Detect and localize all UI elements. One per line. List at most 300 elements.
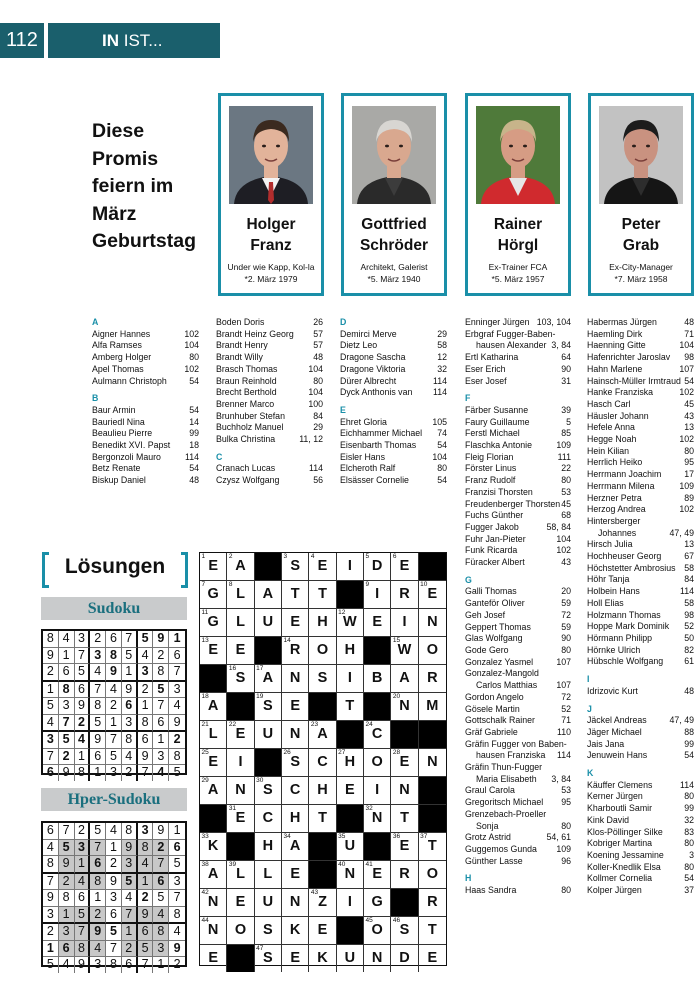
index-name: Brasch Thomas: [216, 363, 278, 374]
crossword-letter: I: [347, 558, 352, 574]
index-name: Kobriger Martina: [587, 838, 653, 849]
index-name: Herzog Andrea: [587, 504, 646, 515]
crossword-cell: [227, 581, 254, 609]
index-name: Hintersberger: [587, 515, 641, 526]
name-index-column: [465, 317, 571, 897]
clue-number: 41: [365, 861, 373, 868]
sudoku-cell: 6: [106, 631, 122, 648]
index-name: Fuchs Günther: [465, 510, 524, 521]
sudoku-cell: 3: [169, 682, 185, 699]
index-name: Grotz Astrid: [465, 832, 511, 843]
index-name: Brandt Heinz Georg: [216, 328, 294, 339]
index-page: 102: [679, 504, 694, 515]
index-name: Holl Elias: [587, 597, 624, 608]
loesungen-header: [42, 552, 188, 588]
index-name: Carlos Matthias: [476, 680, 538, 691]
index-entry: [465, 510, 571, 522]
index-entry: [465, 885, 571, 897]
crossword-letter: A: [207, 866, 219, 882]
crossword-block: [391, 721, 418, 749]
index-page: 95: [684, 457, 694, 468]
crossword-cell: [391, 665, 418, 693]
index-page: 22: [561, 463, 571, 474]
crossword-letter: E: [208, 754, 218, 770]
crossword-letter: T: [318, 810, 327, 826]
sudoku-cell: 2: [43, 664, 59, 682]
index-name: Gregoritsch Michael: [465, 797, 544, 808]
crossword-letter: W: [342, 614, 357, 630]
crossword-letter: S: [235, 670, 246, 686]
index-entry: [587, 563, 694, 575]
crossword-cell: [255, 777, 282, 805]
index-name: Gottschalk Rainer: [465, 715, 535, 726]
section-bold: IN: [102, 31, 119, 50]
crossword-cell: [227, 805, 254, 833]
sudoku-cell: 9: [106, 874, 122, 891]
index-page: 104: [432, 451, 447, 462]
index-page: 50: [684, 632, 694, 643]
index-name: Eisler Hans: [340, 451, 385, 462]
sudoku-cell: 2: [122, 941, 138, 958]
crossword-cell: [227, 777, 254, 805]
sudoku-cell: 1: [59, 907, 75, 925]
crossword-cell: [364, 665, 391, 693]
index-entry: [465, 364, 571, 376]
index-page: 20: [561, 586, 571, 597]
bracket-right: [181, 552, 188, 588]
sudoku-cell: 8: [106, 648, 122, 665]
index-page: 102: [679, 434, 694, 445]
index-name: Jais Jana: [587, 738, 625, 749]
index-letter-heading: K: [587, 768, 594, 779]
index-entry: [92, 340, 199, 352]
promi-lastname: Grab: [622, 237, 660, 254]
index-name: Hörmann Philipp: [587, 632, 653, 643]
index-name: Kink David: [587, 814, 630, 825]
index-entry: [92, 376, 199, 388]
crossword-cell: [391, 581, 418, 609]
index-page: 80: [561, 820, 571, 831]
index-name: Hegge Noah: [587, 434, 637, 445]
index-entry: [587, 862, 694, 874]
crossword-cell: [337, 861, 364, 889]
crossword-cell: [419, 861, 446, 889]
index-name: Hörnke Ulrich: [587, 644, 641, 655]
index-name: Ganteför Oliver: [465, 598, 525, 609]
crossword-letter: E: [399, 838, 410, 854]
sudoku-cell: 2: [169, 732, 185, 749]
index-name: Koller-Knedlik Elsa: [587, 861, 661, 872]
index-entry: [587, 516, 694, 528]
sudoku-cell: 1: [106, 840, 122, 857]
index-letter-heading: H: [465, 873, 472, 884]
index-entry: [465, 750, 571, 762]
crossword-cell: [391, 609, 418, 637]
sudoku-cell: 3: [138, 664, 154, 682]
index-entry: [587, 340, 694, 352]
index-entry: [465, 762, 571, 774]
index-page: 107: [556, 680, 571, 691]
sudoku-cell: 5: [59, 732, 75, 749]
crossword-cell: [200, 861, 227, 889]
sudoku-cell: 9: [122, 840, 138, 857]
sudoku-cell: 8: [75, 941, 91, 958]
crossword-cell: [227, 749, 254, 777]
index-name: Demirci Merve: [340, 328, 397, 339]
crossword-letter: N: [427, 754, 438, 770]
index-entry: [340, 417, 447, 429]
index-letter-heading: C: [216, 451, 223, 462]
crossword-letter: E: [208, 642, 218, 658]
index-letter-heading: B: [92, 393, 99, 404]
crossword-letter: N: [371, 810, 383, 826]
clue-number: 18: [201, 693, 209, 700]
index-page: 54: [437, 440, 447, 451]
sudoku-cell: 1: [122, 664, 138, 682]
index-name: Funk Ricarda: [465, 545, 518, 556]
index-page: 52: [561, 703, 571, 714]
index-entry: [587, 411, 694, 423]
index-entry: [340, 428, 447, 440]
clue-number: 5: [365, 553, 370, 560]
headline-line: Promis: [92, 147, 159, 170]
index-entry: [465, 797, 571, 809]
crossword-letter: L: [236, 586, 245, 602]
sudoku-cell: 7: [153, 856, 169, 874]
crossword-cell: [309, 721, 336, 749]
index-entry: [92, 417, 199, 429]
crossword-cell: [200, 693, 227, 721]
crossword-letter: E: [290, 866, 300, 882]
promi-name: [344, 214, 444, 256]
index-entry: [465, 739, 571, 751]
crossword-letter: L: [208, 726, 218, 742]
crossword-block: [200, 805, 227, 833]
sudoku-cell: 7: [169, 664, 185, 682]
index-entry: [92, 352, 199, 364]
sudoku-cell: 3: [43, 732, 59, 749]
index-letter-heading: E: [340, 404, 346, 415]
index-entry: [216, 422, 323, 434]
index-page: 5: [566, 416, 571, 427]
index-entry: [587, 598, 694, 610]
crossword-cell: [391, 945, 418, 972]
index-entry: [216, 364, 323, 376]
index-name: Häusler Johann: [587, 410, 649, 421]
crossword-cell: [309, 889, 336, 917]
sudoku-cell: 3: [90, 648, 106, 665]
sudoku-cell: 1: [90, 765, 106, 781]
crossword-letter: E: [317, 558, 328, 574]
crossword-letter: S: [262, 950, 273, 966]
index-entry: [92, 428, 199, 440]
crossword-letter: O: [316, 642, 329, 658]
index-name: Jäger Michael: [587, 726, 642, 737]
index-name: Flaschka Antonie: [465, 440, 532, 451]
clue-number: 37: [420, 833, 428, 840]
sudoku-cell: 6: [75, 682, 91, 699]
sudoku-cell: 2: [138, 890, 154, 907]
crossword-cell: [309, 805, 336, 833]
index-entry: [465, 417, 571, 429]
sudoku-cell: 5: [138, 631, 154, 648]
index-entry: [465, 844, 571, 856]
crossword-letter: I: [375, 782, 380, 798]
sudoku-cell: 2: [90, 631, 106, 648]
index-page: 80: [684, 445, 694, 456]
crossword-cell: [309, 553, 336, 581]
crossword-cell: [364, 917, 391, 945]
index-entry: [216, 475, 323, 487]
clue-number: 36: [392, 833, 401, 840]
index-entry: [465, 499, 571, 511]
index-name: Gräfin Fugger von Baben-: [465, 738, 567, 749]
sudoku-cell: 8: [122, 732, 138, 749]
crossword-letter: N: [289, 726, 301, 742]
crossword-cell: [200, 609, 227, 637]
index-entry: [340, 329, 447, 341]
index-name: Baur Armin: [92, 404, 136, 415]
crossword-letter: K: [289, 922, 301, 938]
sudoku-cell: 7: [43, 749, 59, 766]
index-page: 54: [437, 475, 447, 486]
index-page: 71: [684, 328, 694, 339]
index-name: Jäckel Andreas: [587, 715, 647, 726]
sudoku-cell: 3: [59, 698, 75, 715]
sudoku-cell: 8: [138, 840, 154, 857]
index-page: 54: [189, 375, 199, 386]
index-name: Gonzalez-Mangold: [465, 668, 539, 679]
sudoku-cell: 7: [75, 924, 91, 941]
crossword-letter: N: [399, 698, 410, 714]
index-entry: [465, 487, 571, 499]
index-entry: [587, 838, 694, 850]
sudoku-cell: 5: [173, 765, 181, 779]
crossword-cell: [282, 833, 309, 861]
promi-name: [221, 214, 321, 256]
sudoku-cell: 1: [138, 698, 154, 715]
index-name: Brandt Willy: [216, 352, 263, 363]
index-page: 45: [684, 398, 694, 409]
index-page: 114: [432, 375, 447, 386]
sudoku-cell: 7: [153, 698, 169, 715]
sudoku-cell: 4: [122, 749, 138, 766]
clue-number: 34: [283, 833, 291, 840]
crossword-letter: O: [426, 642, 438, 658]
crossword-cell: [200, 945, 227, 972]
crossword-block: [364, 833, 391, 861]
clue-number: 46: [392, 917, 401, 924]
crossword-letter: C: [371, 726, 383, 742]
crossword-letter: G: [207, 586, 219, 602]
index-entry: [216, 329, 323, 341]
crossword-cell: [419, 637, 446, 665]
index-entry: [587, 446, 694, 458]
index-name: Galli Thomas: [465, 586, 517, 597]
sudoku-cell: 4: [90, 664, 106, 682]
crossword-letter: H: [317, 782, 328, 798]
crossword-letter: G: [207, 614, 219, 630]
index-page: 82: [684, 644, 694, 655]
crossword-cell: [200, 721, 227, 749]
index-entry: [587, 457, 694, 469]
index-name: Buchholz Manuel: [216, 422, 284, 433]
clue-number: 22: [228, 721, 237, 728]
sudoku-cell: 9: [90, 732, 106, 749]
crossword-cell: [227, 861, 254, 889]
index-entry: [465, 832, 571, 844]
sudoku-cell: 2: [122, 765, 138, 781]
sudoku-cell: 6: [169, 648, 185, 665]
index-entry: [465, 376, 571, 388]
sudoku-title: Sudoku: [41, 597, 187, 620]
crossword-letter: I: [347, 670, 352, 686]
sudoku-cell: 9: [75, 957, 91, 973]
index-entry: [587, 739, 694, 751]
crossword-cell: [282, 665, 309, 693]
crossword-cell: [255, 861, 282, 889]
crossword-block: [337, 917, 364, 945]
index-entry: [587, 352, 694, 364]
crossword-cell: [227, 889, 254, 917]
clue-number: 38: [201, 861, 209, 868]
index-name: Gösele Martin: [465, 703, 520, 714]
index-name: Gonzalez Yasmel: [465, 656, 534, 667]
index-entry: [92, 452, 199, 464]
sudoku-cell: 7: [90, 682, 106, 699]
index-page: 102: [556, 545, 571, 556]
index-name: Eser Erich: [465, 363, 506, 374]
index-page: 80: [189, 352, 199, 363]
index-page: 89: [684, 492, 694, 503]
promi-role: Ex-Trainer FCA: [488, 262, 548, 272]
sudoku-cell: 7: [138, 765, 154, 781]
index-page: 107: [679, 363, 694, 374]
crossword-block: [255, 749, 282, 777]
index-page: 59: [561, 621, 571, 632]
index-name: Hübschle Wolfgang: [587, 656, 664, 667]
clue-number: 6: [392, 553, 397, 560]
promi-card-inner: [591, 96, 691, 293]
crossword-letter: N: [344, 866, 356, 882]
sudoku-cell: 8: [153, 664, 169, 682]
index-name: Freudenberger Thorsten: [465, 498, 561, 509]
index-entry: [216, 340, 323, 352]
index-entry: [465, 405, 571, 417]
index-page: 45: [561, 498, 571, 509]
sudoku-cell: 8: [169, 907, 185, 925]
hyper-sudoku-title: Hper-Sudoku: [41, 788, 187, 811]
portrait-photo: [599, 106, 683, 204]
sudoku-cell: 4: [169, 698, 185, 715]
crossword-letter: H: [262, 838, 274, 854]
clue-number: 21: [201, 721, 209, 728]
index-page: 48: [189, 475, 199, 486]
index-name: Hanke Franziska: [587, 387, 654, 398]
index-entry: [465, 774, 571, 786]
index-entry: [465, 657, 571, 669]
crossword-letter: U: [344, 950, 356, 966]
crossword-cell: [255, 581, 282, 609]
crossword-cell: [282, 917, 309, 945]
index-entry: [92, 405, 199, 417]
index-page: 99: [189, 428, 199, 439]
sudoku-cell: 8: [90, 874, 106, 891]
crossword-cell: [200, 581, 227, 609]
crossword-letter: H: [344, 754, 356, 770]
index-name: Johannes: [598, 527, 637, 538]
crossword-letter: H: [344, 642, 356, 658]
sudoku-cell: 4: [75, 874, 91, 891]
crossword-block: [309, 833, 336, 861]
index-page: 83: [684, 826, 694, 837]
crossword-letter: N: [207, 922, 219, 938]
index-name: Alfa Ramses: [92, 340, 142, 351]
sudoku-cell: 2: [59, 874, 75, 891]
crossword-cell: [419, 609, 446, 637]
sudoku-cell: 3: [122, 856, 138, 874]
sudoku-cell: 2: [90, 907, 106, 925]
index-name: Aulmann Christoph: [92, 375, 167, 386]
sudoku-cell: 9: [43, 890, 59, 907]
clue-number: 16: [228, 665, 237, 672]
index-name: Eisenbarth Thomas: [340, 440, 417, 451]
index-name: Bauriedl Nina: [92, 416, 145, 427]
sudoku-cell: 8: [138, 715, 154, 733]
index-name: Hefele Anna: [587, 422, 635, 433]
crossword-cell: [337, 609, 364, 637]
index-page: 56: [313, 475, 323, 486]
clue-number: 43: [310, 889, 319, 896]
clue-number: 3: [283, 553, 288, 560]
sudoku-cell: 2: [138, 682, 154, 699]
index-name: Ehret Gloria: [340, 416, 387, 427]
crossword-cell: [391, 693, 418, 721]
crossword-letter: N: [235, 782, 246, 798]
crossword-letter: N: [427, 614, 438, 630]
sudoku-cell: 6: [90, 749, 106, 766]
index-entry: [587, 469, 694, 481]
promi-role: Ex-City-Manager: [609, 262, 673, 272]
index-name: Enninger Jürgen: [465, 317, 530, 327]
index-page: 96: [561, 855, 571, 866]
index-name: Kerner Jürgen: [587, 791, 643, 802]
index-entry: [587, 885, 694, 897]
index-page: 107: [556, 656, 571, 667]
index-entry: [587, 493, 694, 505]
sudoku-cell: 8: [169, 749, 185, 766]
index-entry: [465, 622, 571, 634]
crossword-letter: O: [234, 922, 247, 938]
sudoku-cell: 5: [138, 941, 154, 958]
index-name: Dragone Sascha: [340, 352, 406, 363]
index-entry: [465, 557, 571, 569]
crossword-letter: I: [238, 754, 243, 770]
index-page: 12: [437, 352, 447, 363]
crossword-cell: [391, 553, 418, 581]
sudoku-cell: 7: [43, 874, 59, 891]
index-page: 85: [561, 428, 571, 439]
clue-number: 32: [365, 805, 373, 812]
index-entry: [465, 856, 571, 868]
index-name: Käuffer Clemens: [587, 779, 653, 790]
promi-firstname: Peter: [621, 216, 661, 233]
index-entry: [92, 329, 199, 341]
clue-number: 35: [338, 833, 346, 840]
sudoku-cell: 7: [122, 907, 138, 925]
promi-description: [591, 262, 691, 285]
sudoku-cell: 4: [106, 682, 122, 699]
